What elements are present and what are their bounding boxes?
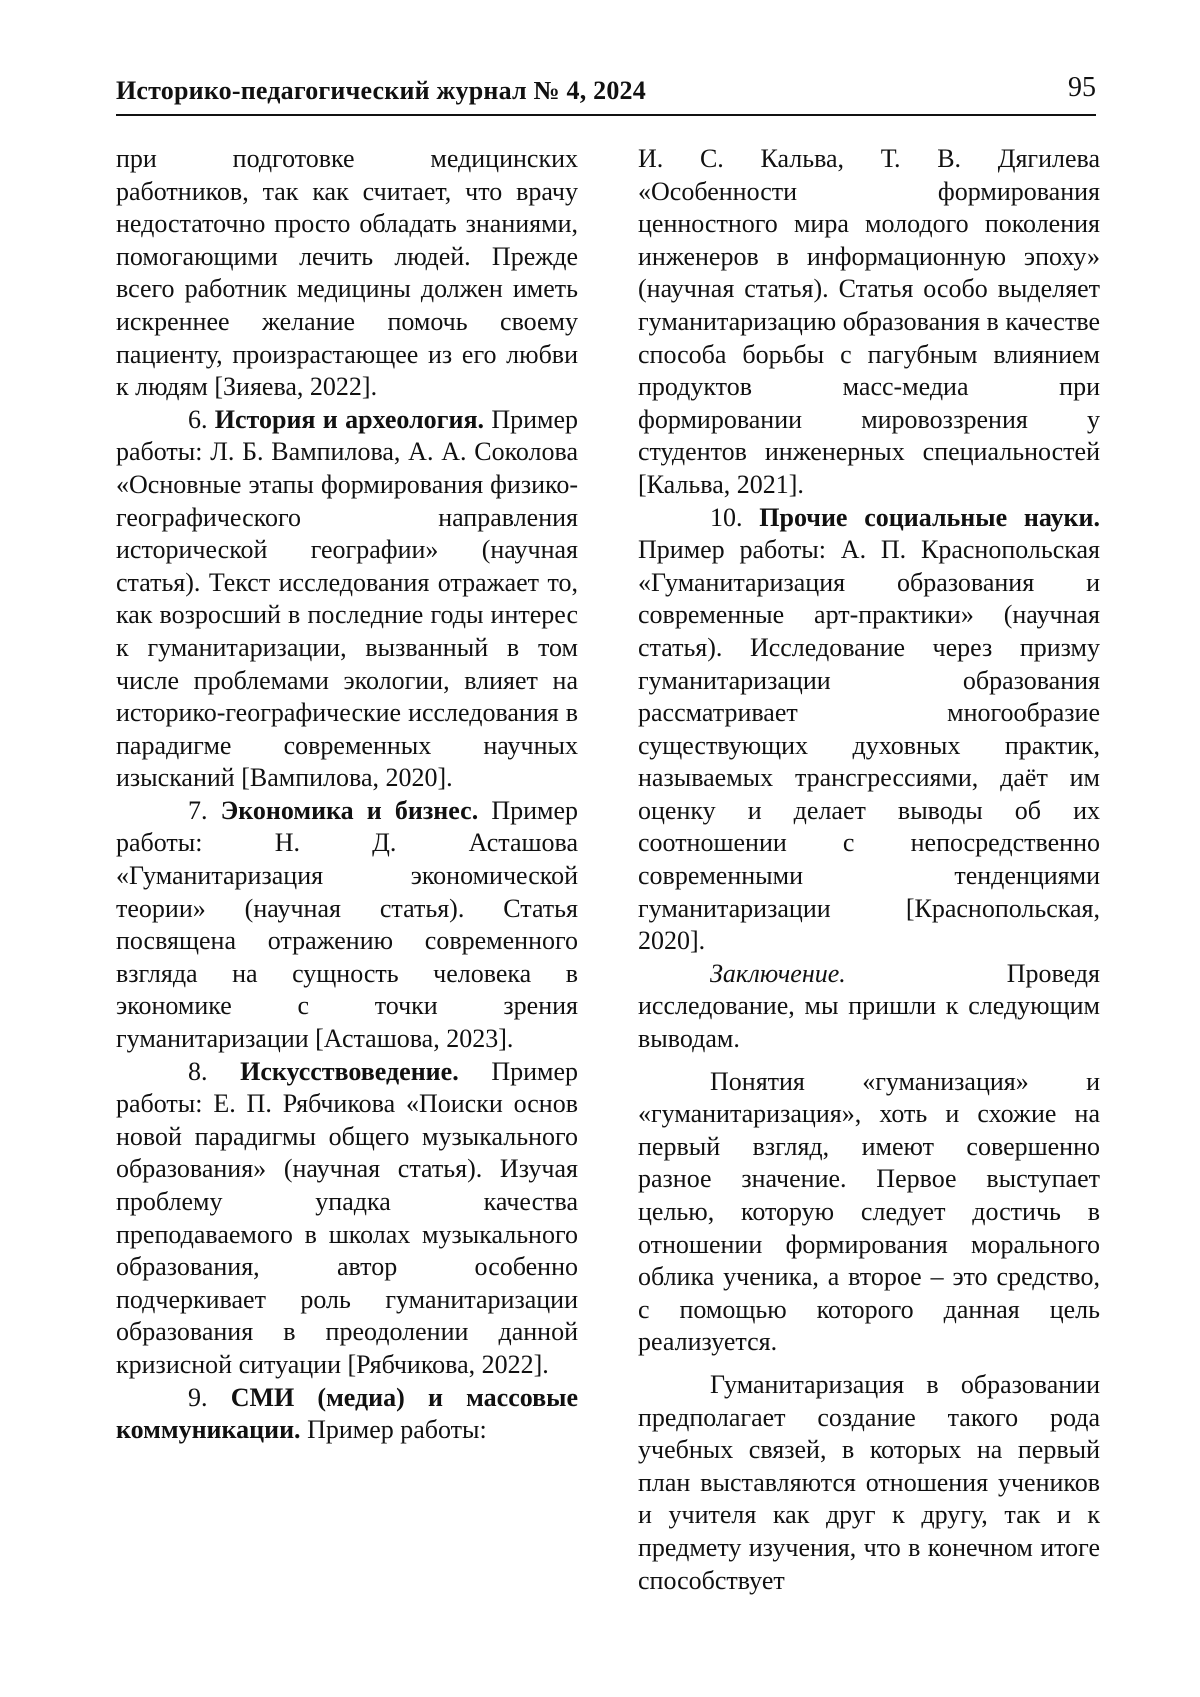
left-column bbox=[116, 143, 578, 1447]
paragraph-humanitarization: Гуманитаризация в образовании предполагает создание такого рода учебных связей, в которых на первый план выставляются отношения учеников и учителя как друг к другу, так и к предмету изучения, что в конечном итоге способствует bbox=[638, 1369, 1100, 1595]
item-heading: Прочие социальные науки. bbox=[759, 502, 1100, 532]
item-number: 9. bbox=[188, 1382, 208, 1412]
item-body: Пример работы: Л. Б. Вампилова, А. А. Соколова «Основные этапы формирования физико-географического направления исторической географии» (научная статья). Текст исследования отражает то, как возросший в последние годы интерес к гуманитаризации, вызванный в том числе проблемами экологии, влияет на историко-географические исследования в парадигме современных научных изысканий [Вампилова, 2020]. bbox=[116, 404, 578, 793]
list-item-art-history bbox=[116, 1056, 578, 1382]
item-heading: Экономика и бизнес. bbox=[220, 795, 479, 825]
item-body: Пример работы: А. П. Краснопольская «Гуманитаризация образования и современные арт-практики» (научная статья). Исследование через призму гуманитаризации образования рассматривает многообразие существующих духовных практик, называемых трансгрессиями, даёт им оценку и делает выводы об их соотношении с непосредственно современными тенденциями гуманитаризации [Краснопольская, 2020]. bbox=[638, 535, 1100, 956]
item-heading: История и археология. bbox=[214, 404, 485, 434]
paragraph-concepts: Понятия «гуманизация» и «гуманитаризация», хоть и схожие на первый взгляд, имеют совершенно разное значение. Первое выступает целью, которую следует достичь в отношении формирования морального облика ученика, а второе – это средство, с помощью которого данная цель реализуется. bbox=[638, 1066, 1100, 1357]
item-body: Пример работы: bbox=[307, 1415, 487, 1445]
right-column bbox=[638, 143, 1100, 1597]
item-number: 10. bbox=[710, 502, 743, 532]
item-heading: СМИ (медиа) и массовые коммуникации. bbox=[116, 1382, 578, 1445]
conclusion-body: Проведя исследование, мы пришли к следующим выводам. bbox=[638, 958, 1100, 1054]
item-number: 8. bbox=[188, 1056, 208, 1086]
list-item-other-social-sciences bbox=[638, 502, 1100, 958]
paragraph-medicine-continuation: при подготовке медицинских работников, так как считает, что врачу недостаточно просто обладать знаниями, помогающими лечить людей. Прежде всего работник медицины должен иметь искреннее желание помочь своему пациенту, произрастающее из его любви к людям [Зияева, 2022]. bbox=[116, 144, 578, 402]
running-header bbox=[116, 68, 1096, 112]
item-heading: Искусствоведение. bbox=[240, 1056, 459, 1086]
journal-title: Историко-педагогический журнал № 4, 2024 bbox=[116, 76, 646, 105]
item-number: 6. bbox=[188, 404, 208, 434]
list-item-economics bbox=[116, 795, 578, 1056]
item-number: 7. bbox=[188, 795, 208, 825]
list-item-media bbox=[116, 1382, 578, 1447]
list-item-history bbox=[116, 404, 578, 795]
conclusion-label: Заключение. bbox=[710, 958, 846, 988]
header-divider bbox=[116, 114, 1096, 116]
paragraph-media-continuation: И. С. Кальва, Т. В. Дягилева «Особенности формирования ценностного мира молодого поколения инженеров в информационную эпоху» (научная статья). Статья особо выделяет гуманитаризацию образования в качестве способа борьбы с пагубным влиянием продуктов масс-медиа при формировании мировоззрения у студентов инженерных специальностей [Кальва, 2021]. bbox=[638, 144, 1100, 499]
item-body: Пример работы: Е. П. Рябчикова «Поиски основ новой парадигмы общего музыкального образования» (научная статья). Изучая проблему упадка качества преподаваемого в школах музыкального образования, автор особенно подчеркивает роль гуманитаризации образования в преодолении данной кризисной ситуации [Рябчикова, 2022]. bbox=[116, 1056, 579, 1379]
item-body: Пример работы: Н. Д. Асташова «Гуманитаризация экономической теории» (научная статья). Статья посвящена отражению современного взгляда на сущность человека в экономике с точки зрения гуманитаризации [Асташова, 2023]. bbox=[116, 795, 579, 1054]
page-number: 95 bbox=[1068, 72, 1096, 103]
conclusion-paragraph bbox=[638, 958, 1100, 1056]
